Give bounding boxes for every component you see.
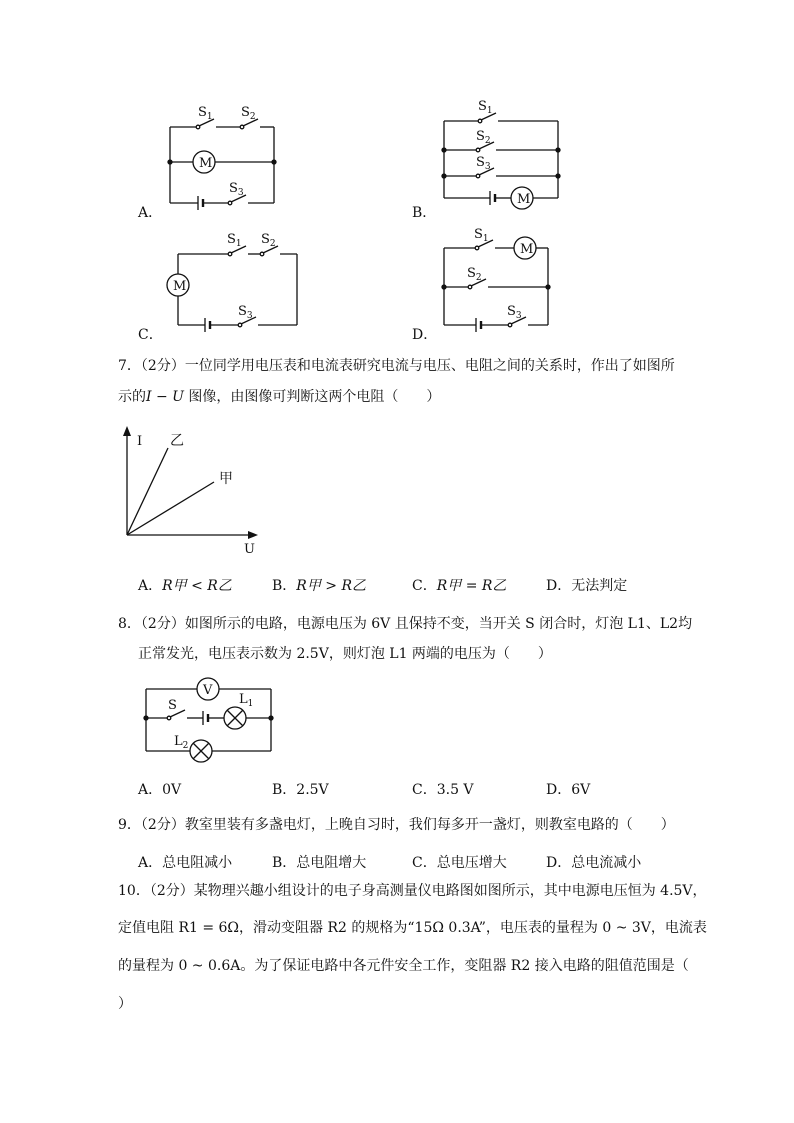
- b-s2-label: $S_2$: [476, 129, 491, 146]
- q6-circuits: [0, 0, 794, 345]
- q8-option-c[interactable]: C．3.5 V: [412, 782, 474, 798]
- q7-option-d[interactable]: D．无法判定: [546, 578, 628, 594]
- q7-iu-graph: [0, 420, 794, 560]
- q10-line-2: 定值电阻 R1 = 6Ω，滑动变阻器 R2 的规格为“15Ω 0.3A”，电压表的量程为 0 ~ 3V，电流表: [118, 920, 707, 936]
- q10-line-3: 的量程为 0 ~ 0.6A。为了保证电路中各元件安全工作，变阻器 R2 接入电路的阻值范围是（: [118, 958, 689, 974]
- voltmeter-label: V: [203, 683, 213, 698]
- y-axis-arrow: [123, 426, 131, 436]
- lamp1-label: $L_1$: [239, 692, 254, 709]
- a-motor-label: M: [199, 156, 213, 171]
- q10-line-4: ）: [118, 996, 132, 1012]
- a-s2-label: $S_2$: [241, 105, 256, 122]
- q9-line-1: 9．（2分）教室里装有多盏电灯，上晚自习时，我们每多开一盏灯，则教室电路的（ ）: [118, 817, 675, 833]
- q8-option-a[interactable]: A．0V: [138, 782, 182, 798]
- q6-option-a: A．: [138, 205, 163, 221]
- q7-option-c-text: R甲 = R乙: [436, 578, 507, 594]
- circuit-b: [442, 113, 560, 209]
- q7-option-c[interactable]: [412, 575, 506, 595]
- q7-option-c-letter: C．: [412, 578, 437, 594]
- y-axis-label: I: [137, 434, 143, 449]
- q8-option-b[interactable]: B．2.5V: [272, 782, 329, 798]
- circuit-c: [167, 246, 297, 332]
- b-s1-label: $S_1$: [478, 99, 493, 116]
- b-s3-label: $S_3$: [476, 155, 491, 172]
- q8-line-2: 正常发光，电压表示数为 2.5V，则灯泡 L1 两端的电压为（ ）: [138, 646, 552, 662]
- c-s2-label: $S_2$: [261, 232, 276, 249]
- q7-option-b[interactable]: [272, 575, 366, 595]
- q7-option-a-letter: A．: [138, 578, 163, 594]
- q9-option-d[interactable]: D．总电流减小: [546, 855, 642, 871]
- q10-line-1: 10．（2分）某物理兴趣小组设计的电子身高测量仪电路图如图所示，其中电源电压恒为 4.5V，: [118, 883, 707, 899]
- d-s3-label: $S_3$: [507, 304, 522, 321]
- d-motor-label: M: [520, 242, 534, 257]
- q7-option-b-letter: B．: [272, 578, 297, 594]
- lamp2-label: $L_2$: [174, 734, 189, 751]
- q9-option-c[interactable]: C．总电压增大: [412, 855, 507, 871]
- q8-option-d[interactable]: D．6V: [546, 782, 591, 798]
- q9-option-a[interactable]: A．总电阻减小: [138, 855, 233, 871]
- b-motor-label: M: [517, 192, 531, 207]
- c-s1-label: $S_1$: [227, 232, 242, 249]
- q7-option-b-text: R甲 > R乙: [296, 578, 367, 594]
- q7-var-u: U: [172, 389, 184, 405]
- q6-option-d: D．: [412, 327, 438, 343]
- q8-circuit: [0, 672, 794, 772]
- q7-line2-pre: 示的: [118, 389, 146, 405]
- c-motor-label: M: [173, 279, 187, 294]
- q7-dash: −: [151, 389, 173, 405]
- switch-label: S: [168, 698, 177, 713]
- q9-option-b[interactable]: B．总电阻增大: [272, 855, 367, 871]
- q8-line-1: 8．（2分）如图所示的电路，电源电压为 6V 且保持不变，当开关 S 闭合时，灯泡 L1、L2均: [118, 616, 693, 632]
- x-axis-label: U: [244, 542, 255, 557]
- q7-option-a-text: R甲 < R乙: [162, 578, 232, 594]
- circuit-a: [168, 119, 276, 210]
- circuit-d: [442, 237, 550, 332]
- q6-option-c: C．: [138, 327, 163, 343]
- a-s1-label: $S_1$: [198, 105, 213, 122]
- q7-line-2: [118, 387, 440, 407]
- line-yi-label: 乙: [170, 433, 184, 449]
- line-jia-label: 甲: [219, 471, 233, 487]
- a-s3-label: $S_3$: [229, 181, 244, 198]
- q7-var-i: I: [146, 389, 152, 405]
- q7-line2-post: 图像，由图像可判断这两个电阻（ ）: [183, 389, 441, 405]
- x-axis-arrow: [248, 531, 258, 539]
- q6-option-b: B．: [412, 205, 437, 221]
- d-s2-label: $S_2$: [467, 266, 482, 283]
- q7-line-1: 7．（2分）一位同学用电压表和电流表研究电流与电压、电阻之间的关系时，作出了如图所: [118, 358, 675, 374]
- d-s1-label: $S_1$: [474, 227, 489, 244]
- q7-option-a[interactable]: [138, 575, 232, 595]
- c-s3-label: $S_3$: [238, 304, 253, 321]
